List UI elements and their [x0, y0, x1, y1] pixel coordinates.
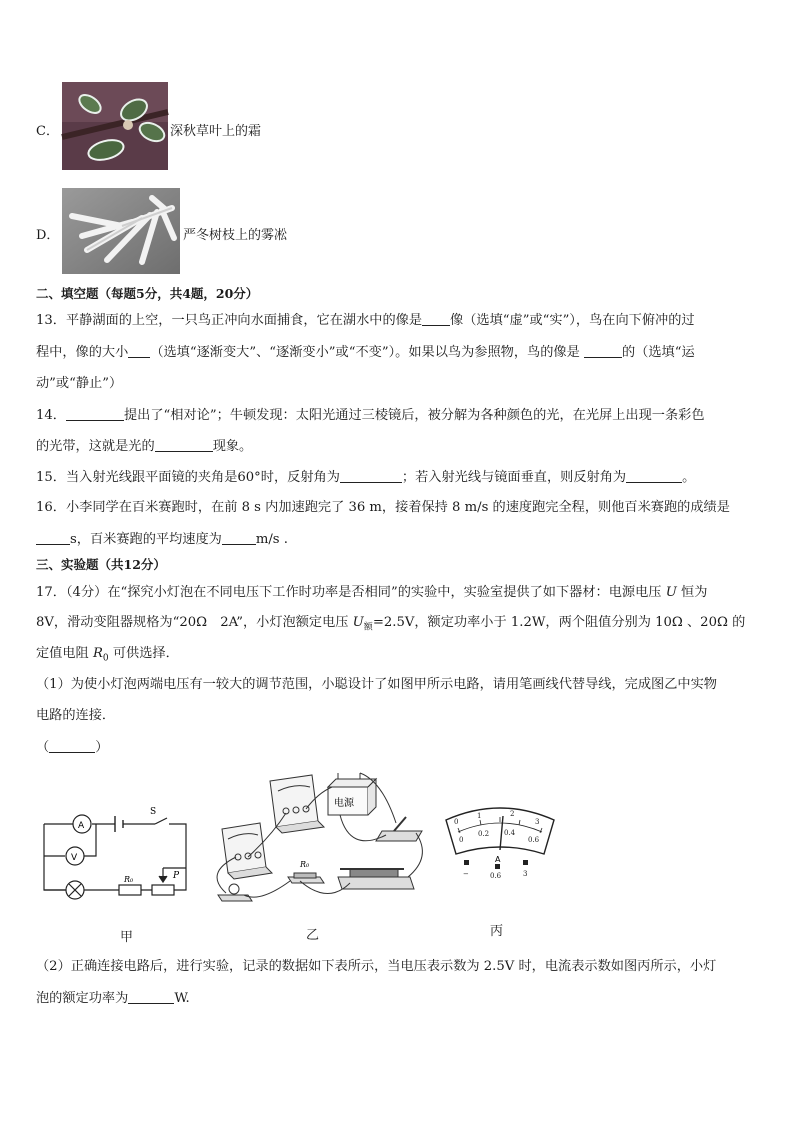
- q17-text: （: [36, 740, 50, 755]
- q17-text: =2.5V，额定功率小于 1.2W，两个阻值分别为 10Ω 、20Ω 的: [372, 615, 746, 630]
- dial-unit: A: [495, 855, 501, 864]
- q17-text: 定值电阻: [36, 646, 89, 661]
- ammeter-dial-bing: [444, 802, 556, 884]
- q15-blank-2[interactable]: [626, 468, 682, 483]
- q17-symbol-r: R: [92, 646, 103, 661]
- terminal-label: −: [463, 870, 469, 878]
- q17-part2-line-1: （2）正确连接电路后，进行实验，记录的数据如下表所示，当电压表示数为 2.5V 时，电流表示数如图丙所示，小灯: [36, 959, 717, 974]
- terminal-06: [495, 864, 500, 869]
- q17-line-2: [36, 614, 745, 637]
- q13-blank-3[interactable]: [584, 343, 622, 358]
- q17-text: 可供选择．: [112, 646, 179, 661]
- q17-text: 恒为: [681, 585, 708, 600]
- q16-line-2: [36, 530, 288, 549]
- option-d-letter: D．: [36, 228, 60, 243]
- q13-line-1: [36, 311, 695, 330]
- figure-bing-label: 丙: [490, 924, 504, 939]
- q15-text: 15．当入射光线跟平面镜的夹角是60°时，反射角为: [36, 470, 340, 485]
- switch-label: S: [150, 807, 157, 817]
- q14-text: 的光带，这就是光的: [36, 439, 155, 454]
- q17-subscript: 额: [363, 622, 373, 633]
- q17-part1-line-2: 电路的连接．: [36, 708, 116, 723]
- q17-symbol-u: U: [352, 615, 364, 630]
- q13-text: 13．平静湖面的上空，一只鸟正冲向水面捕食，它在湖水中的像是: [36, 313, 423, 328]
- dial-upper-tick: 0: [454, 818, 459, 826]
- voltmeter-symbol: V: [71, 853, 78, 863]
- q17-answer-line: [36, 738, 108, 757]
- q14-line-2: [36, 437, 252, 456]
- q14-blank-1[interactable]: [66, 406, 124, 421]
- resistor-label-yi: R₀: [300, 860, 310, 869]
- q17-line-1: [36, 584, 707, 602]
- q13-text: （选填“逐渐变大”、“逐渐变小”或“不变”）。如果以鸟为参照物，鸟的像是: [150, 345, 580, 360]
- q17-line-3: [36, 645, 179, 668]
- q17-part2-line-2: [36, 989, 190, 1008]
- q13-blank-1[interactable]: [422, 311, 450, 326]
- q15-text: 。: [682, 470, 696, 485]
- terminal-neg: [464, 860, 469, 865]
- q14-line-1: [36, 406, 705, 425]
- q17-symbol-u: U: [665, 585, 677, 600]
- figure-jia-label: 甲: [120, 930, 134, 945]
- q16-line-1: 16．小李同学在百米赛跑时，在前 8 s 内加速跑完了 36 m，接着保持 8 m/s 的速度跑完全程，则他百米赛跑的成绩是: [36, 500, 730, 515]
- q17-subscript: 0: [102, 653, 109, 664]
- dial-upper-tick: 2: [510, 810, 515, 818]
- q17-text: 17．（4分）在“探究小灯泡在不同电压下工作时功率是否相同”的实验中，实验室提供了如下器材：电源电压: [36, 585, 662, 600]
- q17-text: W.: [174, 991, 190, 1006]
- q14-text: 14．: [36, 408, 66, 423]
- dial-lower-tick: 0: [459, 836, 464, 844]
- dial-lower-tick: 0.6: [528, 836, 540, 844]
- q13-text: 程中，像的大小: [36, 345, 129, 360]
- q13-line-3: 动”或“静止”）: [36, 376, 123, 391]
- q15-blank-1[interactable]: [340, 468, 402, 483]
- q13-text: 像（选填“虚”或“实”），鸟在向下俯冲的过: [450, 313, 695, 328]
- dial-upper-tick: 3: [535, 818, 540, 826]
- dial-lower-tick: 0.4: [504, 829, 516, 837]
- q17-power-blank[interactable]: [128, 989, 174, 1004]
- q13-blank-2[interactable]: [128, 343, 150, 358]
- terminal-3: [523, 860, 528, 865]
- q15-text: ；若入射光线与镜面垂直，则反射角为: [401, 470, 627, 485]
- circuit-diagram-jia: [36, 807, 196, 900]
- q16-text: s，百米赛跑的平均速度为: [70, 532, 222, 547]
- terminal-label: 3: [523, 870, 528, 878]
- q16-text: m/s .: [255, 532, 288, 547]
- power-source-label: 电源: [334, 798, 354, 809]
- rime-branch-image: [62, 188, 180, 274]
- q16-blank-1[interactable]: [36, 530, 70, 545]
- q17-text: ）: [95, 740, 109, 755]
- q14-text: 现象。: [212, 439, 253, 454]
- q17-text: 泡的额定功率为: [36, 991, 129, 1006]
- terminal-label: 0.6: [490, 872, 502, 880]
- slider-label: P: [173, 871, 180, 881]
- q13-text: 的（选填“运: [622, 345, 695, 360]
- option-c-letter: C．: [36, 124, 59, 139]
- resistor-label: R₀: [124, 875, 134, 884]
- q14-text: 提出了“相对论”；牛顿发现：太阳光通过三棱镜后，被分解为各种颜色的光，在光屏上出现一条彩色: [123, 408, 705, 423]
- ammeter-symbol: A: [78, 821, 85, 831]
- q16-blank-2[interactable]: [222, 530, 256, 545]
- dial-lower-tick: 0.2: [478, 830, 490, 838]
- physical-circuit-yi: [200, 773, 435, 913]
- option-d-caption: 严冬树枝上的雾凇: [183, 228, 288, 243]
- figure-yi-label: 乙: [306, 928, 320, 943]
- frost-leaf-image: [62, 82, 168, 170]
- dial-upper-tick: 1: [477, 812, 482, 820]
- q14-blank-2[interactable]: [155, 437, 213, 452]
- section-2-title: 二、填空题（每题5分，共4题，20分）: [36, 286, 259, 301]
- q17-text: 8V，滑动变阻器规格为“20Ω 2A”，小灯泡额定电压: [36, 615, 349, 630]
- q17-part1-line-1: （1）为使小灯泡两端电压有一较大的调节范围，小聪设计了如图甲所示电路，请用笔画线代替导线，完成图乙中实物: [36, 677, 717, 692]
- q15-line: [36, 468, 695, 487]
- section-3-title: 三、实验题（共12分）: [36, 557, 166, 572]
- q13-line-2: [36, 343, 695, 362]
- option-c-caption: 深秋草叶上的霜: [170, 124, 262, 139]
- q17-answer-blank[interactable]: [49, 738, 95, 753]
